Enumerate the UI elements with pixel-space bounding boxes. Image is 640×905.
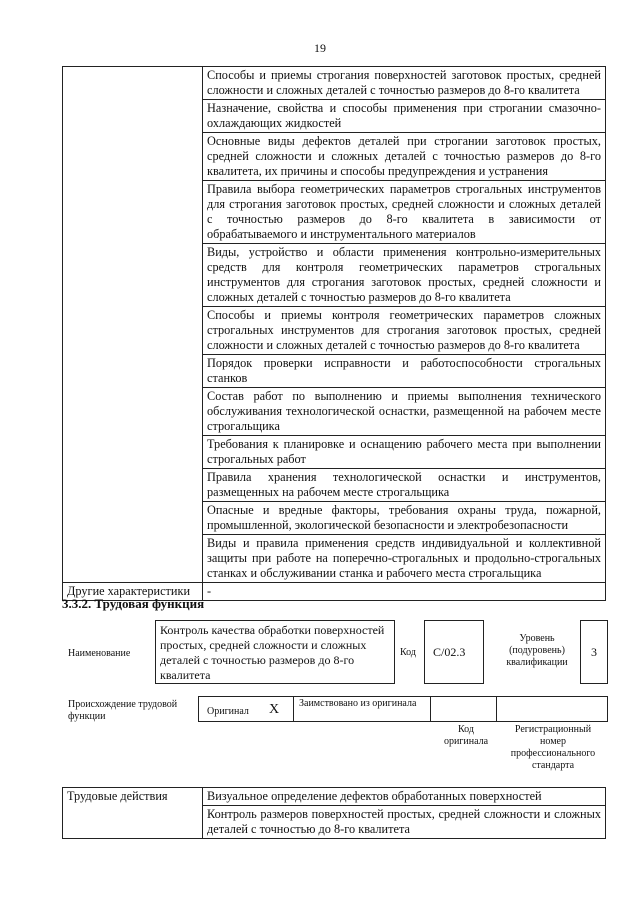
level-label: Уровень (подуровень) квалификации [506, 633, 568, 668]
knowledge-item: Состав работ по выполнению и приемы выполнения технического обслуживания технологической оснастки, размещенной на рабочем месте строгальщика [203, 388, 606, 436]
borrowed-label: Заимствовано из оригинала [299, 698, 417, 709]
knowledge-item: Правила хранения технологической оснастки и инструментов, размещенных на рабочем месте строгальщика [203, 469, 606, 502]
origin-label: Происхождение трудовой функции [68, 699, 178, 722]
original-mark: X [269, 702, 280, 717]
knowledge-item: Требования к планировке и оснащению рабочего места при выполнении строгальных работ [203, 436, 606, 469]
knowledge-label-cell [63, 67, 203, 583]
labor-action-item: Контроль размеров поверхностей простых, средней сложности и сложных деталей с точностью до 8-го квалитета [203, 806, 606, 839]
code-label: Код [400, 647, 416, 658]
knowledge-item: Опасные и вредные факторы, требования охраны труда, пожарной, промышленной, экологической безопасности и электробезопасности [203, 502, 606, 535]
knowledge-item: Способы и приемы строгания поверхностей заготовок простых, средней сложности и сложных деталей с точностью размеров до 8-го квалитета [203, 67, 606, 100]
section-title: 3.3.2. Трудовая функция [62, 596, 205, 611]
labor-action-row [63, 788, 606, 806]
knowledge-item: Порядок проверки исправности и работоспособности строгальных станков [203, 355, 606, 388]
level-value: 3 [580, 620, 608, 684]
other-value: - [203, 583, 606, 601]
original-label: Оригинал [207, 706, 249, 717]
page-number: 19 [314, 41, 326, 55]
labor-actions-label: Трудовые действия [63, 788, 203, 839]
knowledge-item: Правила выбора геометрических параметров строгальных инструментов для строгания заготовок простых, средней сложности и сложных деталей с точностью размеров до 8-го квалитета в зависимости от обрабатываемого и инструментального материалов [203, 181, 606, 244]
knowledge-table [62, 66, 606, 601]
code-value: С/02.3 [424, 620, 484, 684]
knowledge-item: Виды и правила применения средств индивидуальной и коллективной защиты при работе на поперечно-строгальных и продольно-строгальных станках и обслуживании станка и рабочего места строгальщика [203, 535, 606, 583]
knowledge-item: Способы и приемы контроля геометрических параметров сложных строгальных инструментов для строгания заготовок простых, средней сложности и сложных деталей с точностью размеров до 8-го квалитета [203, 307, 606, 355]
code-caption: Код оригинала [443, 724, 489, 747]
other-label: Другие характеристики [63, 583, 203, 601]
labor-actions-table [62, 787, 606, 839]
reg-caption: Регистрационный номер профессионального стандарта [510, 724, 596, 771]
knowledge-item: Назначение, свойства и способы применения при строгании смазочно-охлаждающих жидкостей [203, 100, 606, 133]
knowledge-item: Виды, устройство и области применения контрольно-измерительных средств для контроля геометрических параметров строгальных инструментов для строгания заготовок простых, средней сложности и сложных деталей с точностью размеров до 8-го квалитета [203, 244, 606, 307]
labor-action-item: Визуальное определение дефектов обработанных поверхностей [203, 788, 606, 806]
knowledge-item: Основные виды дефектов деталей при строгании заготовок простых, средней сложности и сложных деталей с точностью размеров до 8-го квалитета, их причины и способы предупреждения и устранения [203, 133, 606, 181]
origin-box [198, 696, 608, 722]
knowledge-row [63, 67, 606, 100]
name-value: Контроль качества обработки поверхностей простых, средней сложности и сложных деталей с точностью размеров до 8-го квалитета [155, 620, 395, 684]
name-label: Наименование [68, 648, 131, 659]
